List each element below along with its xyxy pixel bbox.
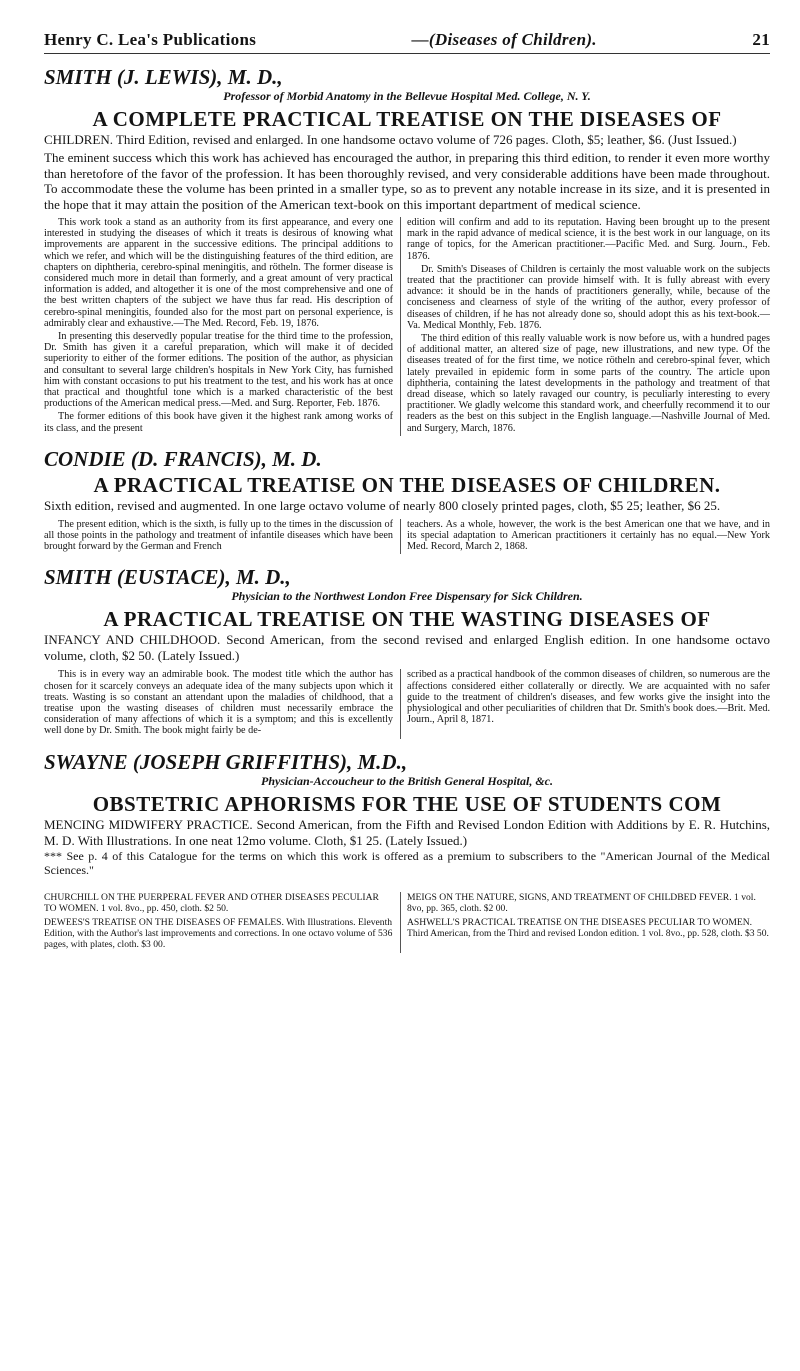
review-paragraph: edition will confirm and add to its reputation. Having been brought up to the present mark in the rapid advance of medical science, it is the best work in our language, on its range of topics, for the American practitioner.—Pacific Med. and Surg. Journ., Feb. 1876. [407, 217, 770, 262]
book-title: A PRACTICAL TREATISE ON THE WASTING DISEASES OF [103, 607, 711, 632]
author-name: SWAYNE (JOSEPH GRIFFITHS), M.D., [44, 749, 408, 774]
edition-details: MENCING MIDWIFERY PRACTICE. Second American, from the Fifth and Revised London Edition with Additions by E. R. Hutchins, M. D. With Illustrations. In one neat 12mo volume. Cloth, $1 25. (Lately Issued.) [44, 816, 770, 848]
review-paragraph: This is in every way an admirable book. The modest title which the author has chosen for it scarcely conveys an adequate idea of the many subjects upon which it treats. Wasting is so constant an attendant upon the maladies of childhood, that a treatise upon the wasting diseases of children must necessarily embrace the consideration of many affections of which it is a symptom; and this is excellently well done by Dr. Smith. The book might fairly be de- [44, 669, 393, 737]
publisher-description: The eminent success which this work has achieved has encouraged the author, in preparing this third edition, to render it even more worthy than heretofore of the favor of the profession. It has been thoroughly revised, and very considerable additions have been made throughout. To accommodate these the volume has been printed in a smaller type, so as to prevent any notable increase in its size, and it is presented in the hope that it may attain the position of the American text-book on this important department of medical science. [44, 150, 770, 212]
entry-swayne [44, 751, 770, 878]
list-item: MEIGS ON THE NATURE, SIGNS, AND TREATMENT OF CHILDBED FEVER. 1 vol. 8vo, pp. 365, cloth. $2 00. [407, 891, 756, 914]
review-column-left [44, 217, 401, 436]
book-title: A COMPLETE PRACTICAL TREATISE ON THE DISEASES OF [92, 107, 722, 131]
review-paragraph: teachers. As a whole, however, the work is the best American one that we have, and in its special adaptation to American practitioners it certainly has no equal.—New York Med. Record, March 2, 1868. [407, 518, 770, 553]
review-columns [44, 669, 770, 738]
edition-details: CHILDREN. Third Edition, revised and enlarged. In one handsome octavo volume of 726 pages. Cloth, $5; leather, $6. (Just Issued.) [44, 132, 737, 147]
book-title: A PRACTICAL TREATISE ON THE DISEASES OF CHILDREN. [93, 472, 721, 497]
review-column-left [44, 519, 401, 555]
review-paragraph: This work took a stand as an authority from its first appearance, and every one interested in studying the diseases of which it treats is desirous of knowing what improvements are apparent in the successive editions. The principal additions to which we refer, and which will be the distinguishing features of the third edition, are chapters on diphtheria, cerebro-spinal meningitis, and rötheln. The former disease is considered much more in detail than formerly, and a great amount of very practical information is added, and altogether it is one of the most comprehensive and one of the best written chapters of the subject we have thus far read. His description of cerebro-spinal meningitis, founded also for the most part on personal experience, is admirably clear and exhaustive.—The Med. Record, Feb. 19, 1876. [44, 217, 393, 329]
review-paragraph: In presenting this deservedly popular treatise for the third time to the profession, Dr. Smith has given it a careful preparation, which will make it of decided superiority to either of the former editions. The position of the author, as physician and consultant to several large children's hospitals in New York City, has furnished him with constant occasions to put his treatment to the test, and his work has at once that practical and thoughtful tone which is a marked characteristic of the best productions of the American medical press.—Med. and Surg. Reporter, Feb. 1876. [44, 331, 393, 410]
review-columns [44, 519, 770, 555]
edition-details: Sixth edition, revised and augmented. In one large octavo volume of nearly 800 closely printed pages, cloth, $5 25; leather, $6 25. [44, 497, 721, 513]
running-header [44, 30, 770, 54]
entry-smith-j-lewis [44, 66, 770, 436]
catalogue-list [44, 892, 770, 953]
author-name: SMITH (J. LEWIS), M. D., [44, 65, 283, 89]
edition-details: INFANCY AND CHILDHOOD. Second American, from the second revised and enlarged English edition. In one handsome octavo volume, cloth, $2 50. (Lately Issued.) [44, 632, 770, 664]
author-affiliation: Physician-Accoucheur to the British General Hospital, &c. [260, 773, 553, 788]
review-paragraph: The former editions of this book have given it the highest rank among works of its class, and the present [44, 411, 393, 434]
list-item: DEWEES'S TREATISE ON THE DISEASES OF FEMALES. With Illustrations. Eleventh Edition, with the Author's last improvements and corrections. In one octavo volume of 536 pages, with plates, cloth. $3 00. [44, 916, 393, 950]
header-publisher: Henry C. Lea's Publications [44, 30, 257, 49]
review-paragraph: scribed as a practical handbook of the common diseases of children, so numerous are the affections considered either collaterally or directly. We are acquainted with no safer guide to the treatment of children's diseases, and few works give the insight into the physiological and other peculiarities of children that Dr. Smith's book does.—Brit. Med. Journ., April 8, 1871. [407, 669, 770, 726]
review-paragraph: The present edition, which is the sixth, is fully up to the times in the discussion of all those points in the pathology and treatment of infantile diseases which have been brought forward by the German and French [44, 518, 393, 553]
premium-note: *** See p. 4 of this Catalogue for the terms on which this work is offered as a premium to subscribers to the "American Journal of the Medical Sciences." [44, 848, 770, 878]
review-columns [44, 217, 770, 436]
author-affiliation: Professor of Morbid Anatomy in the Bellevue Hospital Med. College, N. Y. [223, 89, 591, 103]
review-paragraph: Dr. Smith's Diseases of Children is certainly the most valuable work on the subjects treated that the practitioner can provide himself with. It is fully abreast with every advance: it should be in the hands of practitioners generally, while, because of the conciseness and clearness of style of the writing of the author, every professor of diseases of children, if he has not already done so, should adopt this as his text-book.—Va. Medical Monthly, Feb. 1876. [407, 263, 770, 331]
catalogue-page [44, 30, 770, 953]
review-column-right [401, 519, 770, 555]
review-column-right [401, 669, 770, 738]
catalogue-column-left [44, 892, 401, 953]
review-column-right [401, 217, 770, 436]
review-column-left [44, 669, 401, 738]
book-title: OBSTETRIC APHORISMS FOR THE USE OF STUDENTS COM [92, 791, 722, 816]
list-item: CHURCHILL ON THE PUERPERAL FEVER AND OTHER DISEASES PECULIAR TO WOMEN. 1 vol. 8vo., pp. 450, cloth. $2 50. [44, 891, 379, 914]
author-name: SMITH (EUSTACE), M. D., [44, 565, 291, 590]
header-section: —(Diseases of Children). [411, 30, 597, 49]
author-affiliation: Physician to the Northwest London Free Dispensary for Sick Children. [231, 589, 583, 604]
catalogue-column-right [401, 892, 770, 953]
list-item: ASHWELL'S PRACTICAL TREATISE ON THE DISEASES PECULIAR TO WOMEN. Third American, from the Third and revised London edition. 1 vol. 8vo., pp. 528, cloth. $3 50. [407, 916, 769, 939]
page-number: 21 [752, 30, 770, 49]
entry-condie [44, 448, 770, 555]
author-name: CONDIE (D. FRANCIS), M. D. [44, 446, 322, 471]
review-paragraph: The third edition of this really valuable work is now before us, with a hundred pages of additional matter, an altered size of page, new illustrations, and new type. Of the diseases treated of for the first time, we notice rötheln and cerebro-spinal fever, which lately prevailed in epidemic form in some parts of the country. The article upon diphtheria, containing the latest developments in the pathology and treatment of that dread disease, which so lately ravaged our country, is peculiarly interesting to every practitioner. We gladly welcome this standard work, and cheerfully recommend it to our readers as the best on this subject in the English language.—Nashville Journal of Med. and Surgery, March, 1876. [407, 333, 770, 434]
entry-smith-eustace [44, 566, 770, 738]
